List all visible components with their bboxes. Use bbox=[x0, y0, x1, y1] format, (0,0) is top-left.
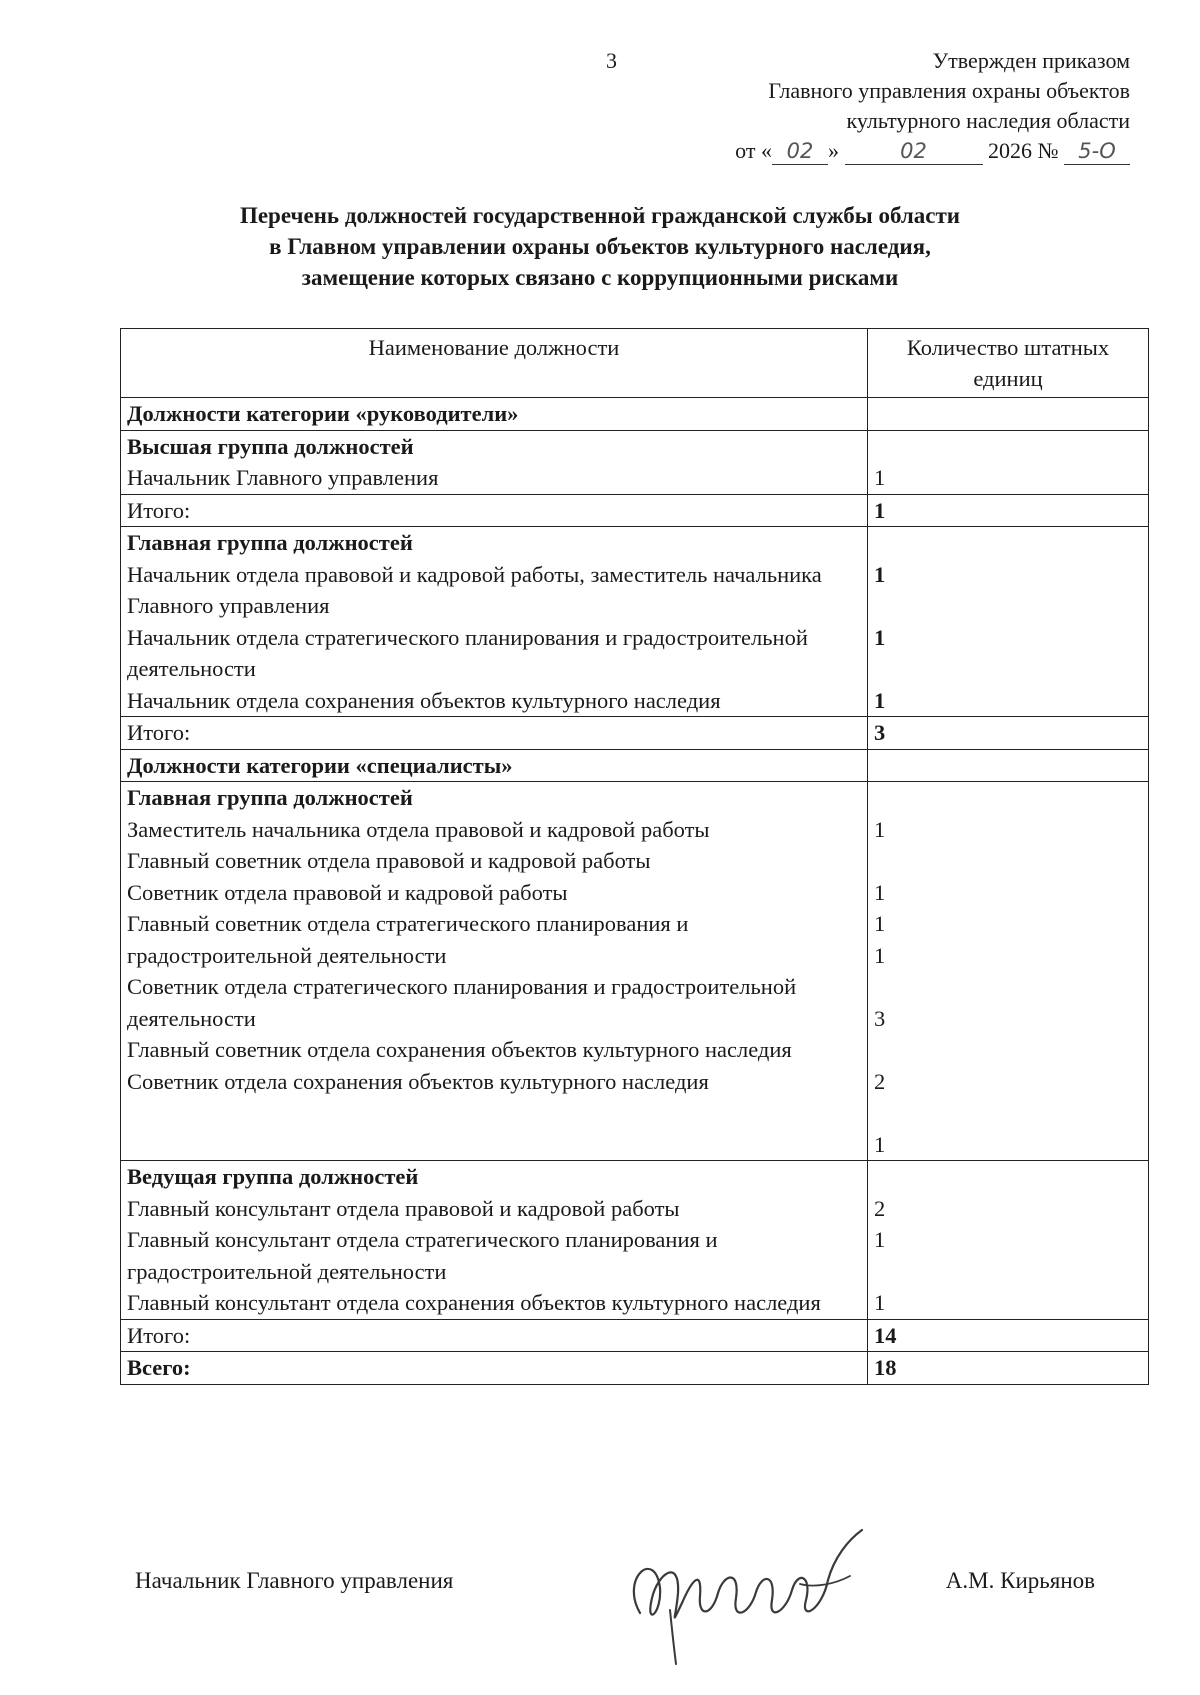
count-cell bbox=[868, 1161, 1149, 1320]
total-row bbox=[121, 717, 1149, 750]
position-count: 1 bbox=[874, 816, 886, 842]
position-name: Главный консультант отдела сохранения объектов культурного наследия bbox=[127, 1290, 821, 1315]
header-position-name: Наименование должности bbox=[121, 329, 868, 398]
position-count: 1 bbox=[874, 911, 886, 936]
count-cell bbox=[868, 527, 1149, 717]
category-label: Должности категории «руководители» bbox=[121, 398, 868, 431]
approval-date-line bbox=[735, 136, 1130, 166]
approval-stamp bbox=[735, 46, 1130, 166]
category-row bbox=[121, 398, 1149, 431]
position-count: 1 bbox=[874, 1290, 886, 1315]
total-label: Итого: bbox=[121, 717, 868, 750]
table-header-row bbox=[121, 329, 1149, 398]
page-number: 3 bbox=[606, 48, 617, 73]
position-count: 1 bbox=[874, 465, 886, 490]
count-cell bbox=[868, 430, 1149, 494]
group-label: Главная группа должностей bbox=[127, 785, 413, 810]
category-count bbox=[868, 398, 1149, 431]
title-line: в Главном управлении охраны объектов культурного наследия, bbox=[269, 234, 931, 259]
group-label: Главная группа должностей bbox=[127, 530, 413, 555]
position-name: Советник отдела стратегического планирования и градостроительной деятельности bbox=[127, 974, 797, 1031]
table-row bbox=[121, 1161, 1149, 1320]
position-name: Главный советник отдела стратегического планирования и градостроительной деятельности bbox=[127, 911, 689, 968]
table-row bbox=[121, 527, 1149, 717]
group-label: Ведущая группа должностей bbox=[127, 1164, 419, 1189]
position-name: Начальник отдела правовой и кадровой работы, заместитель начальника Главного управления bbox=[127, 561, 822, 618]
position-count: 1 bbox=[874, 624, 886, 650]
group-cell bbox=[121, 1161, 868, 1320]
category-count bbox=[868, 749, 1149, 782]
position-name: Главный советник отдела сохранения объектов культурного наследия bbox=[127, 1037, 792, 1062]
document-title bbox=[0, 200, 1200, 293]
position-count: 2 bbox=[874, 1195, 886, 1221]
group-cell bbox=[121, 527, 868, 717]
position-name: Главный советник отдела правовой и кадровой работы bbox=[127, 848, 651, 873]
position-count: 1 bbox=[874, 1131, 886, 1157]
grand-total-label: Всего: bbox=[121, 1352, 868, 1385]
date-middle: » bbox=[828, 138, 839, 163]
approval-line: Главного управления охраны объектов bbox=[768, 78, 1130, 103]
year-number-label: 2026 № bbox=[988, 138, 1059, 163]
header-staff-count: Количество штатных единиц bbox=[868, 329, 1149, 398]
position-count: 2 bbox=[874, 1068, 886, 1094]
position-name: Начальник отдела стратегического планирования и градостроительной деятельности bbox=[127, 624, 808, 681]
total-value: 14 bbox=[868, 1319, 1149, 1352]
position-name: Советник отдела правовой и кадровой работы bbox=[127, 879, 568, 905]
positions-table bbox=[120, 328, 1149, 1385]
position-count: 1 bbox=[874, 1227, 886, 1252]
position-name: Заместитель начальника отдела правовой и кадровой работы bbox=[127, 816, 710, 842]
approval-line: культурного наследия области bbox=[846, 108, 1130, 133]
handwritten-signature bbox=[600, 1518, 880, 1668]
count-cell bbox=[868, 782, 1149, 1161]
signer-name: А.М. Кирьянов bbox=[945, 1568, 1095, 1593]
position-name: Начальник Главного управления bbox=[127, 465, 439, 490]
handwritten-order-number: 5-О bbox=[1064, 138, 1130, 165]
group-label: Высшая группа должностей bbox=[127, 433, 414, 459]
table-row bbox=[121, 782, 1149, 1161]
total-label: Итого: bbox=[121, 1319, 868, 1352]
position-count: 1 bbox=[874, 942, 886, 968]
position-name: Главный консультант отдела стратегического планирования и градостроительной деятельности bbox=[127, 1227, 718, 1284]
position-name: Советник отдела сохранения объектов культурного наследия bbox=[127, 1068, 709, 1094]
total-label: Итого: bbox=[121, 494, 868, 527]
approval-line: Утвержден приказом bbox=[932, 48, 1130, 73]
date-prefix: от « bbox=[735, 138, 772, 163]
category-label: Должности категории «специалисты» bbox=[121, 749, 868, 782]
total-row bbox=[121, 1319, 1149, 1352]
position-count: 1 bbox=[874, 687, 886, 713]
position-count: 1 bbox=[874, 561, 886, 587]
title-line: замещение которых связано с коррупционными рисками bbox=[301, 265, 899, 290]
grand-total-row bbox=[121, 1352, 1149, 1385]
title-line: Перечень должностей государственной гражданской службы области bbox=[239, 203, 961, 228]
category-row bbox=[121, 749, 1149, 782]
total-value: 1 bbox=[868, 494, 1149, 527]
signer-title: Начальник Главного управления bbox=[135, 1568, 454, 1593]
total-row bbox=[121, 494, 1149, 527]
group-cell bbox=[121, 782, 868, 1161]
position-count: 1 bbox=[874, 879, 886, 905]
position-name: Начальник отдела сохранения объектов культурного наследия bbox=[127, 687, 721, 713]
position-name: Главный консультант отдела правовой и кадровой работы bbox=[127, 1195, 680, 1221]
group-cell bbox=[121, 430, 868, 494]
table-row bbox=[121, 430, 1149, 494]
handwritten-month: 02 bbox=[845, 138, 983, 165]
grand-total-value: 18 bbox=[868, 1352, 1149, 1385]
handwritten-day: 02 bbox=[772, 138, 828, 165]
position-count: 3 bbox=[874, 1005, 886, 1031]
total-value: 3 bbox=[868, 717, 1149, 750]
